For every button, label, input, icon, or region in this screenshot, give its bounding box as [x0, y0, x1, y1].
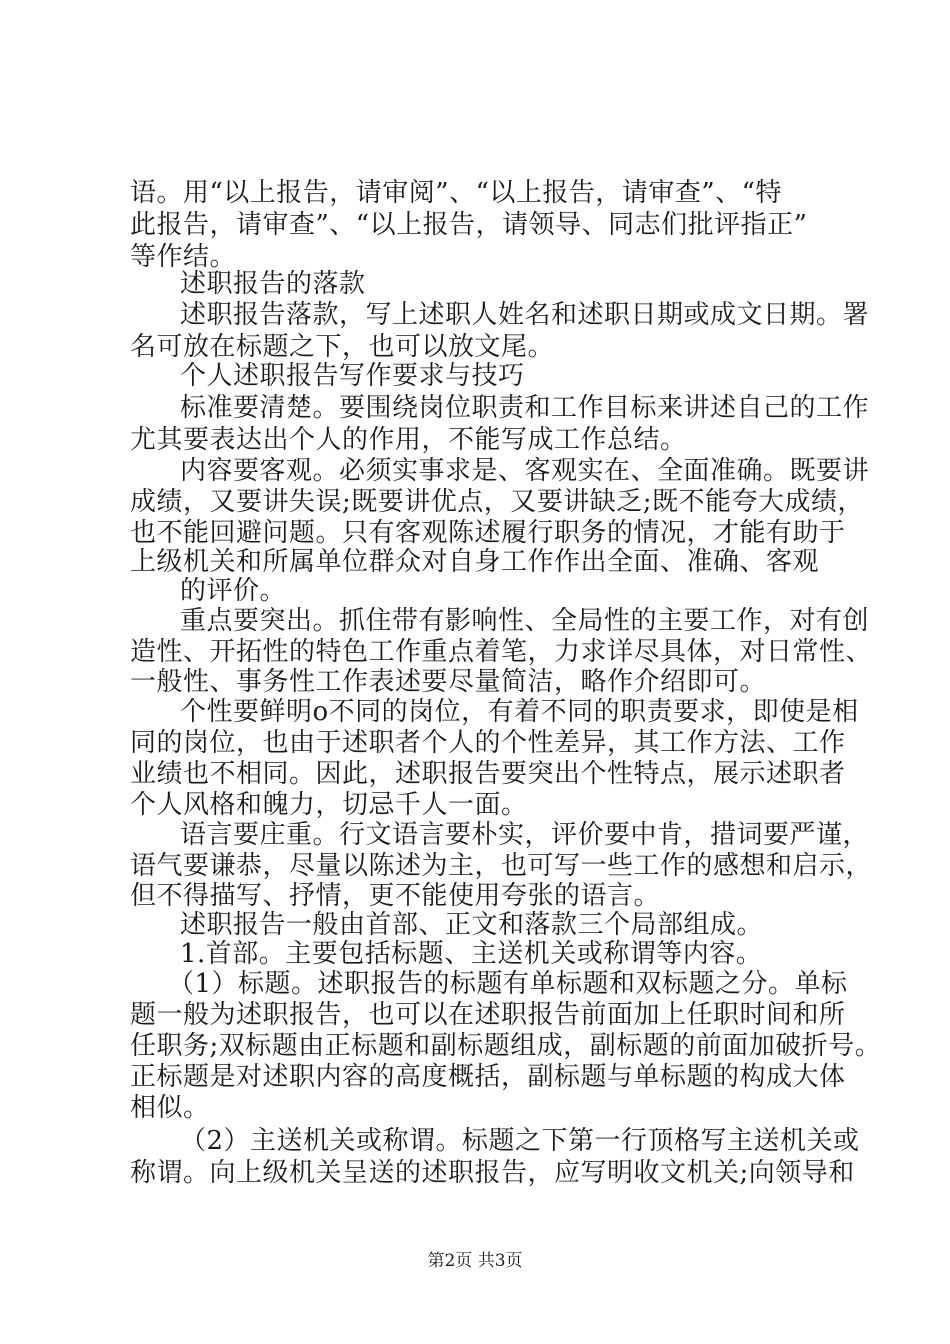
text-line: 标准要清楚。要围绕岗位职责和工作目标来讲述自己的工作	[180, 393, 870, 423]
text-line: 语。用“以上报告，请审阅”、“以上报告，请审查”、“特	[130, 178, 782, 208]
text-line: 上级机关和所属单位群众对自身工作作出全面、准确、客观	[130, 547, 820, 577]
text-line: 尤其要表达出个人的作用，不能写成工作总结。	[130, 425, 687, 455]
text-line: 语气要谦恭，尽量以陈述为主，也可写一些工作的感想和启示，	[130, 851, 873, 881]
text-line: （2）主送机关或称谓。标题之下第一行顶格写主送机关或	[180, 1126, 860, 1156]
text-line: 题一般为述职报告，也可以在述职报告前面加上任职时间和所	[130, 1000, 846, 1030]
text-line: 内容要客观。必须实事求是、客观实在、全面准确。既要讲	[180, 456, 870, 486]
text-line: 成绩，又要讲失误;既要讲优点，又要讲缺乏;既不能夸大成绩，	[130, 487, 865, 517]
text-line: 称谓。向上级机关呈送的述职报告，应写明收文机关;向领导和	[130, 1158, 855, 1188]
text-line: 此报告，请审查”、“以上报告，请领导、同志们批评指正”	[130, 210, 808, 240]
text-line: 名可放在标题之下，也可以放文尾。	[130, 332, 555, 362]
text-line: 重点要突出。抓住带有影响性、全局性的主要工作，对有创	[180, 606, 870, 636]
text-line: 的评价。	[180, 576, 287, 606]
text-line: 个性要鲜明o不同的岗位，有着不同的职责要求，即使是相	[180, 697, 859, 727]
text-line: 个人风格和魄力，切忌千人一面。	[130, 790, 528, 820]
text-line: 也不能回避问题。只有客观陈述履行职务的情况，才能有助于	[130, 518, 846, 548]
page-number-footer: 第2页 共3页	[427, 1251, 523, 1271]
text-line: （1）标题。述职报告的标题有单标题和双标题之分。单标	[168, 969, 848, 999]
text-line: 业绩也不相同。因此，述职报告要突出个性特点，展示述职者	[130, 759, 846, 789]
text-line: 但不得描写、抒情，更不能使用夸张的语言。	[130, 881, 661, 911]
text-line: 同的岗位，也由于述职者个人的个性差异，其工作方法、工作	[130, 728, 846, 758]
text-line: 1.首部。主要包括标题、主送机关或称谓等内容。	[180, 939, 763, 969]
text-line: 述职报告一般由首部、正文和落款三个局部组成。	[180, 910, 764, 940]
text-line: 一般性、事务性工作表述要尽量简洁，略作介绍即可。	[130, 667, 767, 697]
text-line: 语言要庄重。行文语言要朴实，评价要中肯，措词要严谨，	[180, 820, 870, 850]
text-line: 述职报告落款，写上述职人姓名和述职日期或成文日期。署	[180, 300, 870, 330]
section-heading: 述职报告的落款	[180, 269, 366, 299]
text-line: 相似。	[130, 1093, 210, 1123]
text-line: 任职务;双标题由正标题和副标题组成，副标题的前面加破折号。	[130, 1031, 882, 1061]
text-line: 造性、开拓性的特色工作重点着笔，力求详尽具体，对日常性、	[130, 637, 873, 667]
text-line: 正标题是对述职内容的高度概括，副标题与单标题的构成大体	[130, 1062, 846, 1092]
section-heading: 个人述职报告写作要求与技巧	[180, 361, 525, 391]
text-line: 等作结。	[130, 242, 237, 272]
